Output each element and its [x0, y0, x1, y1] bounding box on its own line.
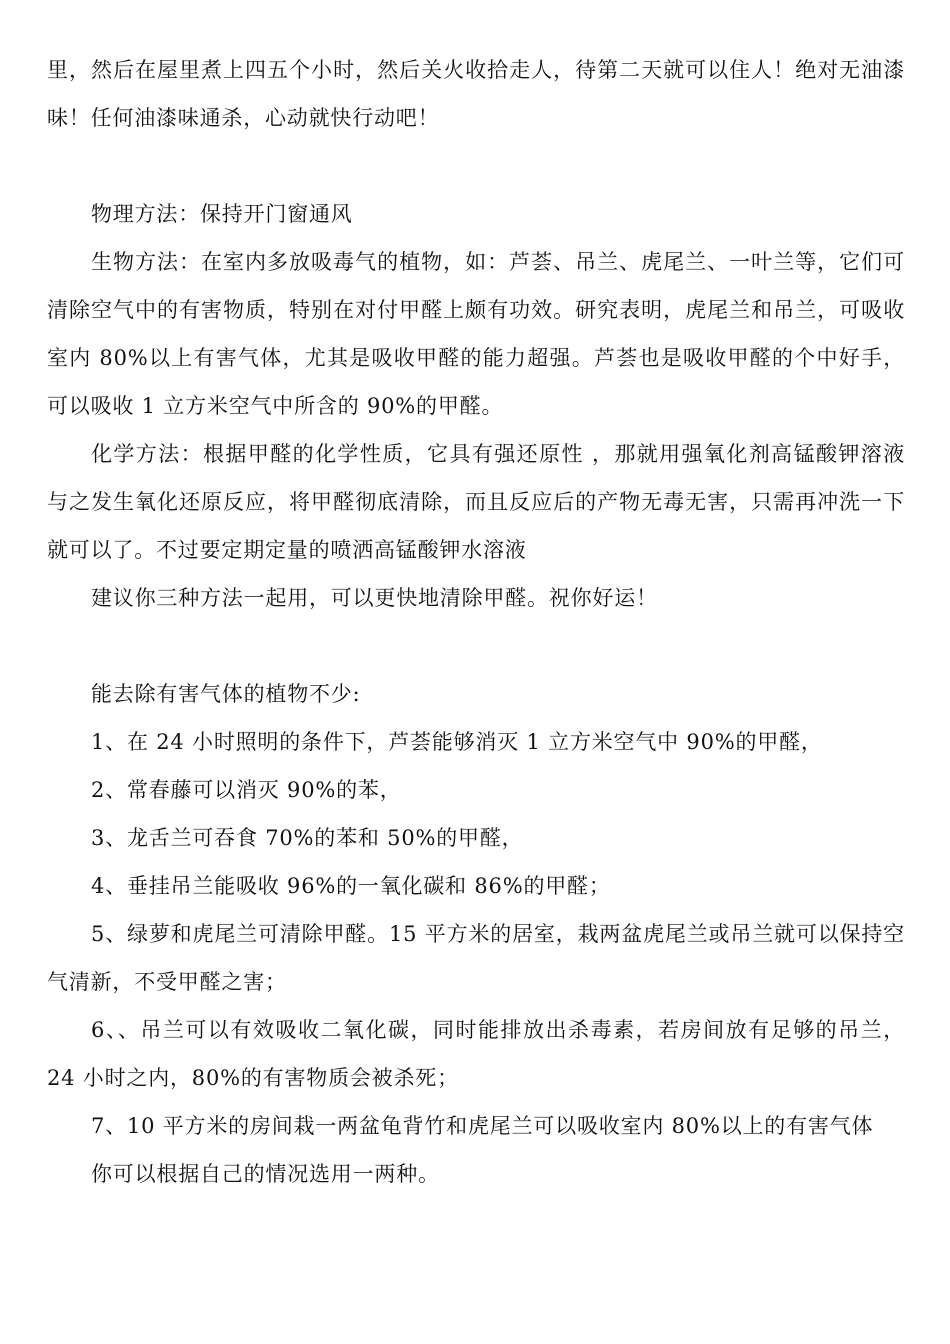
plants-heading: 能去除有害气体的植物不少:: [91, 682, 361, 706]
intro-paragraph: 里，然后在屋里煮上四五个小时，然后关火收拾走人，待第二天就可以住人！绝对无油漆味！任何油漆味通杀，心动就快行动吧！: [47, 58, 905, 130]
plant-list-item: 4、垂挂吊兰能吸收 96%的一氧化碳和 86%的甲醛；: [91, 874, 611, 898]
closing-paragraph: 你可以根据自己的情况选用一两种。: [91, 1162, 440, 1186]
suggestion-paragraph: 建议你三种方法一起用，可以更快地清除甲醛。祝你好运！: [91, 586, 658, 610]
plant-list-item: 6、、吊兰可以有效吸收二氧化碳，同时能排放出杀毒素，若房间放有足够的吊兰，24 小时之内，80%的有害物质会被杀死；: [47, 1018, 905, 1090]
plant-list-item: 5、绿萝和虎尾兰可清除甲醛。15 平方米的居室，栽两盆虎尾兰或吊兰就可以保持空气清新，不受甲醛之害；: [47, 922, 905, 994]
plant-list-item: 3、龙舌兰可吞食 70%的苯和 50%的甲醛，: [91, 826, 524, 850]
chemical-method-paragraph: 化学方法：根据甲醛的化学性质，它具有强还原性 ，那就用强氧化剂高锰酸钾溶液与之发生氧化还原反应，将甲醛彻底清除，而且反应后的产物无毒无害，只需再冲洗一下就可以了。不过要定期定量的喷洒高锰酸钾水溶液: [47, 442, 905, 562]
plant-list-item: 7、10 平方米的房间栽一两盆龟背竹和虎尾兰可以吸收室内 80%以上的有害气体: [91, 1114, 874, 1138]
biological-method-paragraph: 生物方法：在室内多放吸毒气的植物，如：芦荟、吊兰、虎尾兰、一叶兰等，它们可清除空气中的有害物质，特别在对付甲醛上颇有功效。研究表明，虎尾兰和吊兰，可吸收室内 80%以上有害气体，尤其是吸收甲醛的能力超强。芦荟也是吸收甲醛的个中好手，可以吸收 1 立方米空气中所含的 90%的甲醛。: [47, 250, 905, 418]
document-page: [47, 46, 905, 1198]
spacer: [47, 142, 905, 190]
plant-list-item: 1、在 24 小时照明的条件下，芦荟能够消灭 1 立方米空气中 90%的甲醛，: [91, 730, 823, 754]
physical-method-paragraph: 物理方法：保持开门窗通风: [91, 202, 353, 226]
spacer: [47, 622, 905, 670]
plant-list-item: 2、常春藤可以消灭 90%的苯，: [91, 778, 402, 802]
